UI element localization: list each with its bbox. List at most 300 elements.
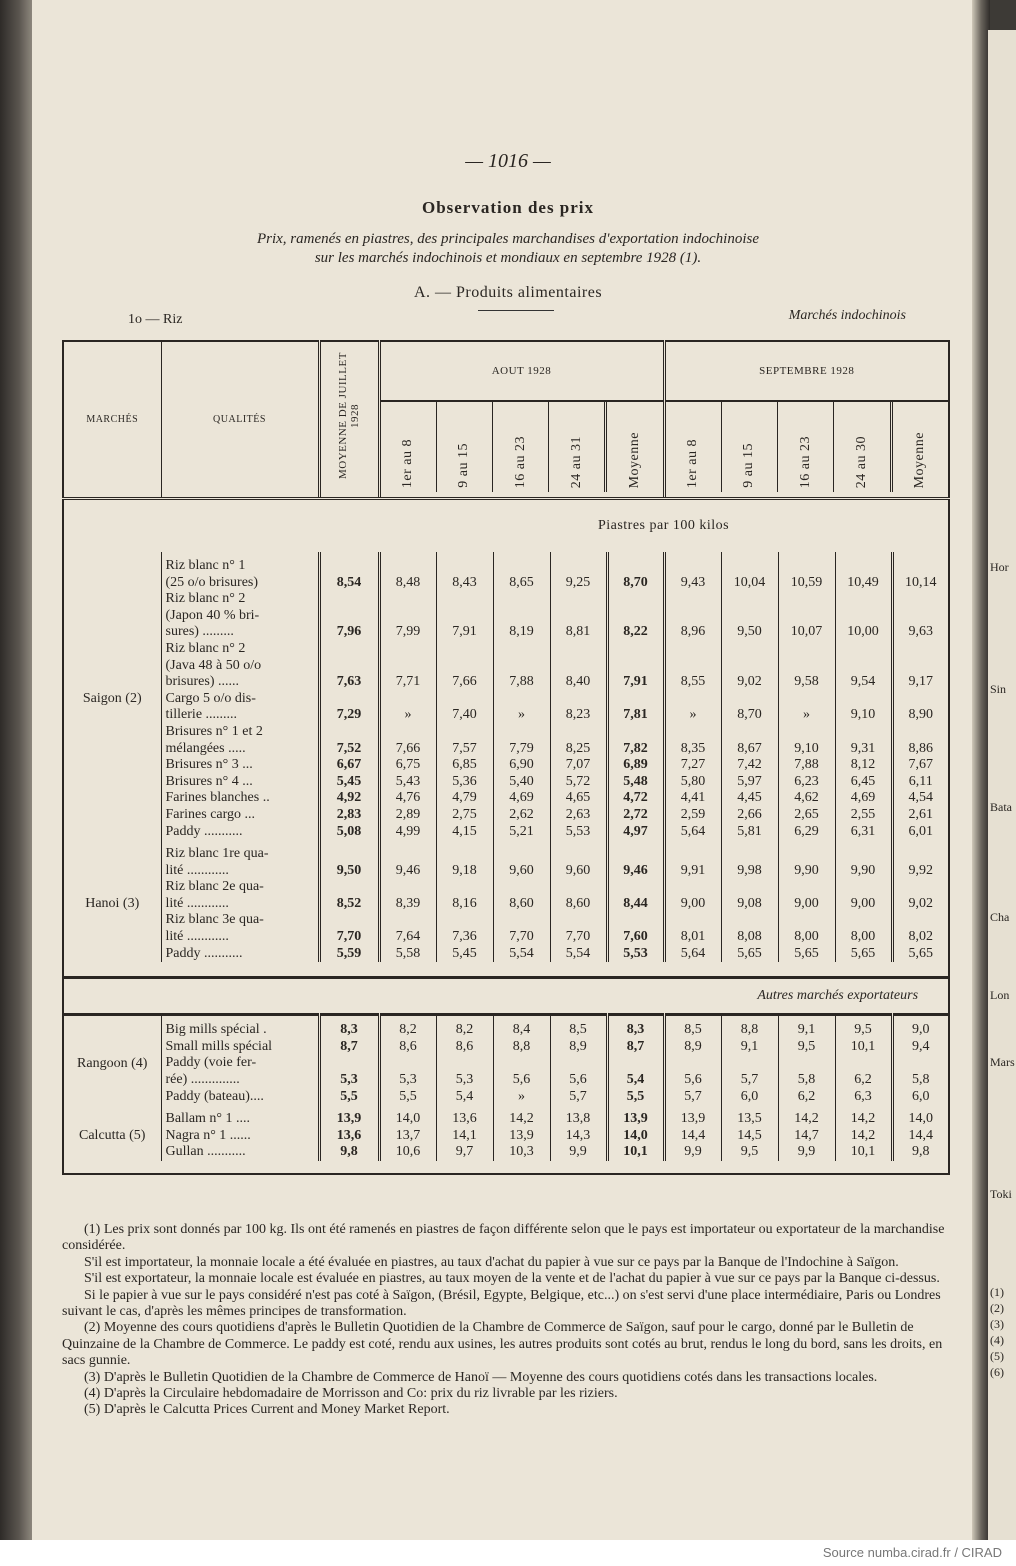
period-header bbox=[381, 402, 436, 492]
price-cell: 6,0 bbox=[721, 1089, 778, 1106]
table-row bbox=[63, 641, 949, 691]
period-label: Moyenne bbox=[626, 431, 642, 488]
table-row bbox=[63, 757, 949, 774]
price-cell: 6,11 bbox=[892, 774, 949, 791]
price-cell: 9,0 bbox=[892, 1015, 949, 1039]
price-cell: 9,9 bbox=[550, 1144, 607, 1161]
price-cell: 4,99 bbox=[379, 824, 436, 841]
quality-label bbox=[161, 1015, 319, 1039]
price-cell: 8,9 bbox=[664, 1039, 721, 1056]
price-cell: 5,59 bbox=[319, 946, 379, 963]
price-cell: 9,5 bbox=[721, 1144, 778, 1161]
table-row bbox=[63, 840, 949, 879]
quality-label-line: Small mills spécial bbox=[165, 1038, 273, 1054]
spacer bbox=[63, 962, 949, 978]
price-cell: 7,70 bbox=[550, 912, 607, 945]
price-cell: 10,49 bbox=[835, 552, 892, 591]
table-row bbox=[63, 879, 949, 912]
price-cell: 8,81 bbox=[550, 591, 607, 641]
price-cell: 2,59 bbox=[664, 807, 721, 824]
price-cell: 10,59 bbox=[778, 552, 835, 591]
price-cell: 13,6 bbox=[436, 1105, 493, 1128]
price-cell: 9,18 bbox=[436, 840, 493, 879]
quality-label-line: Brisures n° 3 ... bbox=[165, 757, 253, 773]
price-cell: 9,50 bbox=[721, 591, 778, 641]
quality-label-line: (Japon 40 % bri- bbox=[165, 607, 260, 623]
price-cell: 7,63 bbox=[319, 641, 379, 691]
fragment: Hor bbox=[990, 560, 1009, 574]
page-number: — 1016 — bbox=[465, 150, 551, 172]
table-row bbox=[63, 1089, 949, 1106]
price-cell: 14,5 bbox=[721, 1128, 778, 1145]
price-cell: 7,71 bbox=[379, 641, 436, 691]
price-cell: 9,1 bbox=[721, 1039, 778, 1056]
price-cell: 8,19 bbox=[493, 591, 550, 641]
price-cell: 7,27 bbox=[664, 757, 721, 774]
table-row bbox=[63, 774, 949, 791]
period-label: 1er au 8 bbox=[685, 438, 701, 488]
price-cell: 4,62 bbox=[778, 790, 835, 807]
price-cell: 9,60 bbox=[550, 840, 607, 879]
price-cell: 9,9 bbox=[664, 1144, 721, 1161]
price-cell: 8,22 bbox=[607, 591, 664, 641]
price-cell: 8,48 bbox=[379, 552, 436, 591]
table-row bbox=[63, 591, 949, 641]
quality-label bbox=[161, 1105, 319, 1128]
price-cell: 14,0 bbox=[892, 1105, 949, 1128]
header-aout bbox=[379, 341, 664, 499]
price-cell: 10,1 bbox=[835, 1144, 892, 1161]
quality-label bbox=[161, 1055, 319, 1088]
price-cell: 7,60 bbox=[607, 912, 664, 945]
market-name: Hanoi (3) bbox=[85, 896, 140, 912]
period-header bbox=[666, 402, 721, 492]
price-cell: 7,91 bbox=[607, 641, 664, 691]
quality-label-line: Riz blanc n° 2 bbox=[165, 640, 246, 656]
price-cell: 8,44 bbox=[607, 879, 664, 912]
quality-label-line: Gullan ........... bbox=[165, 1144, 246, 1160]
price-cell: 6,75 bbox=[379, 757, 436, 774]
footnote: S'il est exportateur, la monnaie locale est évaluée en piastres, au taux moyen de la vente et de l'achat du papier à vue sur ce pays par la Banque ci-dessus. bbox=[84, 1271, 940, 1287]
price-cell: 5,21 bbox=[493, 824, 550, 841]
price-cell: 10,00 bbox=[835, 591, 892, 641]
price-cell: 9,31 bbox=[835, 724, 892, 757]
footnote: (1) Les prix sont donnés par 100 kg. Ils ont été ramenés en piastres de façon différente selon que le pays est importateur ou exportateur de la marchandise considérée. bbox=[62, 1222, 945, 1254]
quality-label-line: Farines blanches .. bbox=[165, 790, 270, 806]
table-row bbox=[63, 1144, 949, 1161]
quality-label-line: Paddy (bateau).... bbox=[165, 1088, 264, 1104]
price-cell: 14,2 bbox=[493, 1105, 550, 1128]
price-cell: 2,62 bbox=[493, 807, 550, 824]
quality-label bbox=[161, 790, 319, 807]
price-cell: 8,12 bbox=[835, 757, 892, 774]
header-septembre bbox=[664, 341, 949, 499]
price-cell: 9,10 bbox=[835, 691, 892, 724]
price-cell: 9,91 bbox=[664, 840, 721, 879]
price-cell: 6,45 bbox=[835, 774, 892, 791]
table-row bbox=[63, 1128, 949, 1145]
market-name: Saigon (2) bbox=[82, 691, 142, 707]
price-cell: 10,14 bbox=[892, 552, 949, 591]
quality-label-line: Paddy ........... bbox=[165, 945, 243, 961]
price-cell: 2,61 bbox=[892, 807, 949, 824]
price-cell: 2,66 bbox=[721, 807, 778, 824]
price-cell: 5,65 bbox=[721, 946, 778, 963]
price-cell: 9,00 bbox=[664, 879, 721, 912]
price-cell: 5,43 bbox=[379, 774, 436, 791]
price-cell: 2,89 bbox=[379, 807, 436, 824]
fragment: (1) bbox=[990, 1285, 1004, 1299]
period-label: 24 au 31 bbox=[568, 435, 584, 488]
quality-label bbox=[161, 724, 319, 757]
price-cell: 5,6 bbox=[550, 1055, 607, 1088]
price-cell: 7,88 bbox=[778, 757, 835, 774]
price-cell: 13,9 bbox=[493, 1128, 550, 1145]
price-cell: 7,79 bbox=[493, 724, 550, 757]
period-header bbox=[777, 402, 833, 492]
price-cell: 9,90 bbox=[778, 840, 835, 879]
price-cell: 14,7 bbox=[778, 1128, 835, 1145]
price-cell: 5,58 bbox=[379, 946, 436, 963]
price-cell: 7,99 bbox=[379, 591, 436, 641]
quality-label-line: Riz blanc n° 2 bbox=[165, 591, 246, 607]
section-rule bbox=[478, 310, 554, 311]
aout-periods bbox=[381, 400, 663, 492]
price-cell: 14,1 bbox=[436, 1128, 493, 1145]
header-marches: MARCHÉS bbox=[63, 341, 161, 499]
quality-label-line: Paddy ........... bbox=[165, 823, 243, 839]
fragment: Cha bbox=[990, 910, 1010, 924]
price-cell: 9,00 bbox=[778, 879, 835, 912]
footnote: S'il est importateur, la monnaie locale a été évaluée en piastres, au taux d'achat du papier à vue sur ce pays par la Banque de l'Indochine à Saïgon. bbox=[84, 1254, 899, 1270]
quality-label-line: (Java 48 à 50 o/o bbox=[165, 657, 262, 673]
price-cell: 9,5 bbox=[778, 1039, 835, 1056]
price-cell: 4,15 bbox=[436, 824, 493, 841]
price-cell: 5,54 bbox=[493, 946, 550, 963]
fragment: Sin bbox=[990, 682, 1007, 696]
price-cell: 8,3 bbox=[607, 1015, 664, 1039]
price-cell: 9,98 bbox=[721, 840, 778, 879]
table-row bbox=[63, 946, 949, 963]
price-cell: 7,96 bbox=[319, 591, 379, 641]
footnote: (5) D'après le Calcutta Prices Current and Money Market Report. bbox=[84, 1402, 450, 1418]
quality-label-line: Riz blanc 2e qua- bbox=[165, 879, 264, 895]
period-label: Moyenne bbox=[912, 431, 928, 488]
price-cell: 5,54 bbox=[550, 946, 607, 963]
header-juillet-text: MOYENNE DE JUILLET 1928 bbox=[337, 352, 361, 480]
price-cell: 7,07 bbox=[550, 757, 607, 774]
quality-label-line: Paddy (voie fer- bbox=[165, 1055, 257, 1071]
price-cell: 7,64 bbox=[379, 912, 436, 945]
price-cell: 9,08 bbox=[721, 879, 778, 912]
section-separator bbox=[63, 978, 949, 1015]
price-cell: 13,7 bbox=[379, 1128, 436, 1145]
price-cell: 10,3 bbox=[493, 1144, 550, 1161]
price-cell: 4,79 bbox=[436, 790, 493, 807]
price-cell: » bbox=[493, 691, 550, 724]
unit-spacer bbox=[63, 499, 379, 553]
price-cell: 5,7 bbox=[664, 1089, 721, 1106]
quality-label bbox=[161, 1039, 319, 1056]
price-cell: » bbox=[778, 691, 835, 724]
price-cell: 7,91 bbox=[436, 591, 493, 641]
price-cell: 10,07 bbox=[778, 591, 835, 641]
price-cell: 7,36 bbox=[436, 912, 493, 945]
subtitle-line-2: sur les marchés indochinois et mondiaux en septembre 1928 (1). bbox=[314, 250, 702, 266]
period-label: 16 au 23 bbox=[512, 435, 528, 488]
period-header bbox=[890, 402, 948, 492]
price-cell: 8,8 bbox=[493, 1039, 550, 1056]
quality-label-line: Nagra n° 1 ...... bbox=[165, 1127, 251, 1143]
price-cell: 6,2 bbox=[835, 1055, 892, 1088]
quality-label-line: tillerie ......... bbox=[165, 707, 238, 723]
quality-label bbox=[161, 591, 319, 641]
price-cell: 7,82 bbox=[607, 724, 664, 757]
subsection-heading: 1o — Riz bbox=[128, 312, 183, 327]
price-cell: 9,92 bbox=[892, 840, 949, 879]
price-cell: 8,9 bbox=[550, 1039, 607, 1056]
price-cell: 4,72 bbox=[607, 790, 664, 807]
price-cell: 8,96 bbox=[664, 591, 721, 641]
price-cell: 5,3 bbox=[379, 1055, 436, 1088]
period-label: 1er au 8 bbox=[400, 438, 416, 488]
price-cell: 4,92 bbox=[319, 790, 379, 807]
price-cell: » bbox=[493, 1089, 550, 1106]
price-cell: 4,45 bbox=[721, 790, 778, 807]
price-cell: 8,01 bbox=[664, 912, 721, 945]
unit-label: Piastres par 100 kilos bbox=[597, 518, 730, 533]
price-cell: 5,53 bbox=[550, 824, 607, 841]
price-cell: 14,2 bbox=[835, 1105, 892, 1128]
quality-label-line: (25 o/o brisures) bbox=[165, 574, 259, 590]
price-cell: 8,67 bbox=[721, 724, 778, 757]
quality-label bbox=[161, 552, 319, 591]
price-cell: 5,5 bbox=[319, 1089, 379, 1106]
price-cell: 8,86 bbox=[892, 724, 949, 757]
quality-label bbox=[161, 1089, 319, 1106]
price-cell: 7,42 bbox=[721, 757, 778, 774]
price-cell: 5,53 bbox=[607, 946, 664, 963]
price-cell: 8,52 bbox=[319, 879, 379, 912]
price-cell: 9,00 bbox=[835, 879, 892, 912]
price-cell: 8,35 bbox=[664, 724, 721, 757]
price-cell: 2,83 bbox=[319, 807, 379, 824]
quality-label-line: lité ............ bbox=[165, 929, 229, 945]
price-cell: 7,70 bbox=[493, 912, 550, 945]
fragment: Toki bbox=[990, 1187, 1012, 1201]
footnote: (3) D'après le Bulletin Quotidien de la Chambre de Commerce de Hanoï — Moyenne des cours quotidiens cotés dans les transactions locales. bbox=[84, 1369, 878, 1385]
price-cell: 14,3 bbox=[550, 1128, 607, 1145]
quality-label-line: Big mills spécial . bbox=[165, 1022, 267, 1038]
price-cell: 8,00 bbox=[835, 912, 892, 945]
quality-label-line: Riz blanc 3e qua- bbox=[165, 912, 264, 928]
price-cell: 9,4 bbox=[892, 1039, 949, 1056]
price-cell: 9,9 bbox=[778, 1144, 835, 1161]
table-row bbox=[63, 724, 949, 757]
price-cell: 9,17 bbox=[892, 641, 949, 691]
price-cell: 6,90 bbox=[493, 757, 550, 774]
price-cell: 8,60 bbox=[493, 879, 550, 912]
price-cell: 5,48 bbox=[607, 774, 664, 791]
price-cell: 2,75 bbox=[436, 807, 493, 824]
price-cell: 5,8 bbox=[778, 1055, 835, 1088]
price-cell: 9,02 bbox=[721, 641, 778, 691]
price-cell: 6,67 bbox=[319, 757, 379, 774]
price-cell: 5,5 bbox=[379, 1089, 436, 1106]
price-cell: 14,0 bbox=[379, 1105, 436, 1128]
price-table bbox=[62, 340, 950, 1175]
subtitle-line-1: Prix, ramenés en piastres, des principales marchandises d'exportation indochinoise bbox=[256, 231, 760, 247]
other-markets-label: Autres marchés exportateurs bbox=[63, 978, 949, 1015]
price-cell: 9,02 bbox=[892, 879, 949, 912]
page-title: Observation des prix bbox=[421, 198, 595, 217]
price-cell: 6,85 bbox=[436, 757, 493, 774]
spacer bbox=[63, 1161, 949, 1174]
price-cell: » bbox=[664, 691, 721, 724]
price-cell: 5,64 bbox=[664, 824, 721, 841]
quality-label-line: Brisures n° 1 et 2 bbox=[165, 723, 263, 739]
price-cell: 5,65 bbox=[778, 946, 835, 963]
header-septembre-text: SEPTEMBRE 1928 bbox=[759, 365, 855, 377]
price-cell: 8,7 bbox=[319, 1039, 379, 1056]
fragment: Bata bbox=[990, 800, 1012, 814]
price-cell: 7,29 bbox=[319, 691, 379, 724]
price-cell: 13,9 bbox=[664, 1105, 721, 1128]
price-cell: 5,72 bbox=[550, 774, 607, 791]
price-cell: 5,36 bbox=[436, 774, 493, 791]
period-header bbox=[436, 402, 492, 492]
quality-label-line: Brisures n° 4 ... bbox=[165, 773, 253, 789]
price-cell: 5,8 bbox=[892, 1055, 949, 1088]
price-cell: 6,2 bbox=[778, 1089, 835, 1106]
price-cell: 7,81 bbox=[607, 691, 664, 724]
price-cell: 8,16 bbox=[436, 879, 493, 912]
price-cell: 14,4 bbox=[892, 1128, 949, 1145]
quality-label-line: Ballam n° 1 .... bbox=[165, 1111, 251, 1127]
price-cell: 5,45 bbox=[319, 774, 379, 791]
price-cell: 6,89 bbox=[607, 757, 664, 774]
period-header bbox=[604, 402, 662, 492]
table-row bbox=[63, 807, 949, 824]
quality-label bbox=[161, 1144, 319, 1161]
table-row bbox=[63, 1055, 949, 1088]
price-cell: 2,65 bbox=[778, 807, 835, 824]
footnote: Si le papier à vue sur le pays considéré n'est pas coté à Saïgon, (Brésil, Egypte, Belgique, etc...) on s'est servi d'une place intermédiaire, Paris ou Londres suivant le cas, d'après les mêmes principes de transformation. bbox=[62, 1287, 941, 1320]
price-cell: 5,97 bbox=[721, 774, 778, 791]
price-cell: 8,23 bbox=[550, 691, 607, 724]
price-cell: 5,65 bbox=[892, 946, 949, 963]
price-cell: 8,70 bbox=[607, 552, 664, 591]
price-cell: 8,00 bbox=[778, 912, 835, 945]
price-cell: 4,41 bbox=[664, 790, 721, 807]
header-juillet bbox=[319, 341, 379, 499]
price-cell: 14,4 bbox=[664, 1128, 721, 1145]
price-cell: 5,7 bbox=[550, 1089, 607, 1106]
footnote: (2) Moyenne des cours quotidiens d'après le Bulletin Quotidien de la Chambre de Commerce de Saïgon, sauf pour le cargo, donné par le Bulletin de Quinzaine de la Chambre de Commerce. Le paddy est coté, rendu aux usines, les autres produits sont cotés au brut, rendus le long du bord, sans les droits, en sacs gunnie. bbox=[62, 1320, 943, 1369]
price-cell: 9,7 bbox=[436, 1144, 493, 1161]
price-cell: 8,25 bbox=[550, 724, 607, 757]
fragment: (6) bbox=[990, 1365, 1004, 1379]
period-header bbox=[548, 402, 604, 492]
price-cell: 13,5 bbox=[721, 1105, 778, 1128]
price-cell: 8,6 bbox=[436, 1039, 493, 1056]
price-cell: 9,25 bbox=[550, 552, 607, 591]
price-cell: 14,2 bbox=[778, 1105, 835, 1128]
quality-label-line: lité ............ bbox=[165, 895, 229, 911]
price-cell: 10,6 bbox=[379, 1144, 436, 1161]
price-cell: 13,8 bbox=[550, 1105, 607, 1128]
quality-label-line: Farines cargo ... bbox=[165, 806, 256, 822]
price-cell: 9,10 bbox=[778, 724, 835, 757]
price-cell: 5,40 bbox=[493, 774, 550, 791]
price-cell: 9,63 bbox=[892, 591, 949, 641]
price-cell: 7,70 bbox=[319, 912, 379, 945]
price-cell: 8,7 bbox=[607, 1039, 664, 1056]
quality-label bbox=[161, 807, 319, 824]
quality-label bbox=[161, 912, 319, 945]
price-cell: 7,52 bbox=[319, 724, 379, 757]
unit-row bbox=[63, 499, 949, 553]
table-row bbox=[63, 1105, 949, 1128]
quality-label bbox=[161, 691, 319, 724]
period-header bbox=[492, 402, 548, 492]
period-header bbox=[721, 402, 777, 492]
quality-label-line: rée) .............. bbox=[165, 1072, 240, 1088]
price-cell: 8,90 bbox=[892, 691, 949, 724]
market-name: Calcutta (5) bbox=[79, 1128, 146, 1144]
price-cell: 7,57 bbox=[436, 724, 493, 757]
price-cell: 8,4 bbox=[493, 1015, 550, 1039]
price-cell: 5,64 bbox=[664, 946, 721, 963]
price-cell: 5,80 bbox=[664, 774, 721, 791]
price-cell: 5,5 bbox=[607, 1089, 664, 1106]
table-row bbox=[63, 790, 949, 807]
quality-label bbox=[161, 1128, 319, 1145]
fragment: (3) bbox=[990, 1317, 1004, 1331]
footnote: (4) D'après la Circulaire hebdomadaire de Morrisson and Co: prix du riz livrable par les riziers. bbox=[84, 1386, 618, 1402]
price-cell: 6,01 bbox=[892, 824, 949, 841]
price-cell: 8,55 bbox=[664, 641, 721, 691]
price-cell: 8,6 bbox=[379, 1039, 436, 1056]
fragment: (4) bbox=[990, 1333, 1004, 1347]
price-cell: 9,58 bbox=[778, 641, 835, 691]
price-cell: 8,39 bbox=[379, 879, 436, 912]
quality-label-line: Riz blanc n° 1 bbox=[165, 558, 246, 573]
price-cell: 9,50 bbox=[319, 840, 379, 879]
price-cell: 6,29 bbox=[778, 824, 835, 841]
price-cell: 8,08 bbox=[721, 912, 778, 945]
price-cell: 5,6 bbox=[664, 1055, 721, 1088]
price-cell: 4,97 bbox=[607, 824, 664, 841]
price-cell: 8,60 bbox=[550, 879, 607, 912]
table-row bbox=[63, 824, 949, 841]
price-cell: 8,8 bbox=[721, 1015, 778, 1039]
price-cell: 4,54 bbox=[892, 790, 949, 807]
market-name: Rangoon (4) bbox=[77, 1055, 148, 1071]
markets-label: Marchés indochinois bbox=[788, 308, 906, 323]
spacer-row bbox=[63, 1161, 949, 1174]
price-cell: 7,67 bbox=[892, 757, 949, 774]
price-cell: 13,9 bbox=[607, 1105, 664, 1128]
price-cell: 4,76 bbox=[379, 790, 436, 807]
price-cell: 8,02 bbox=[892, 912, 949, 945]
header-aout-text: AOUT 1928 bbox=[491, 365, 552, 377]
price-cell: 9,54 bbox=[835, 641, 892, 691]
price-cell: 5,4 bbox=[607, 1055, 664, 1088]
price-cell: 8,54 bbox=[319, 552, 379, 591]
price-cell: 8,5 bbox=[550, 1015, 607, 1039]
quality-label-line: lité ............ bbox=[165, 862, 229, 878]
